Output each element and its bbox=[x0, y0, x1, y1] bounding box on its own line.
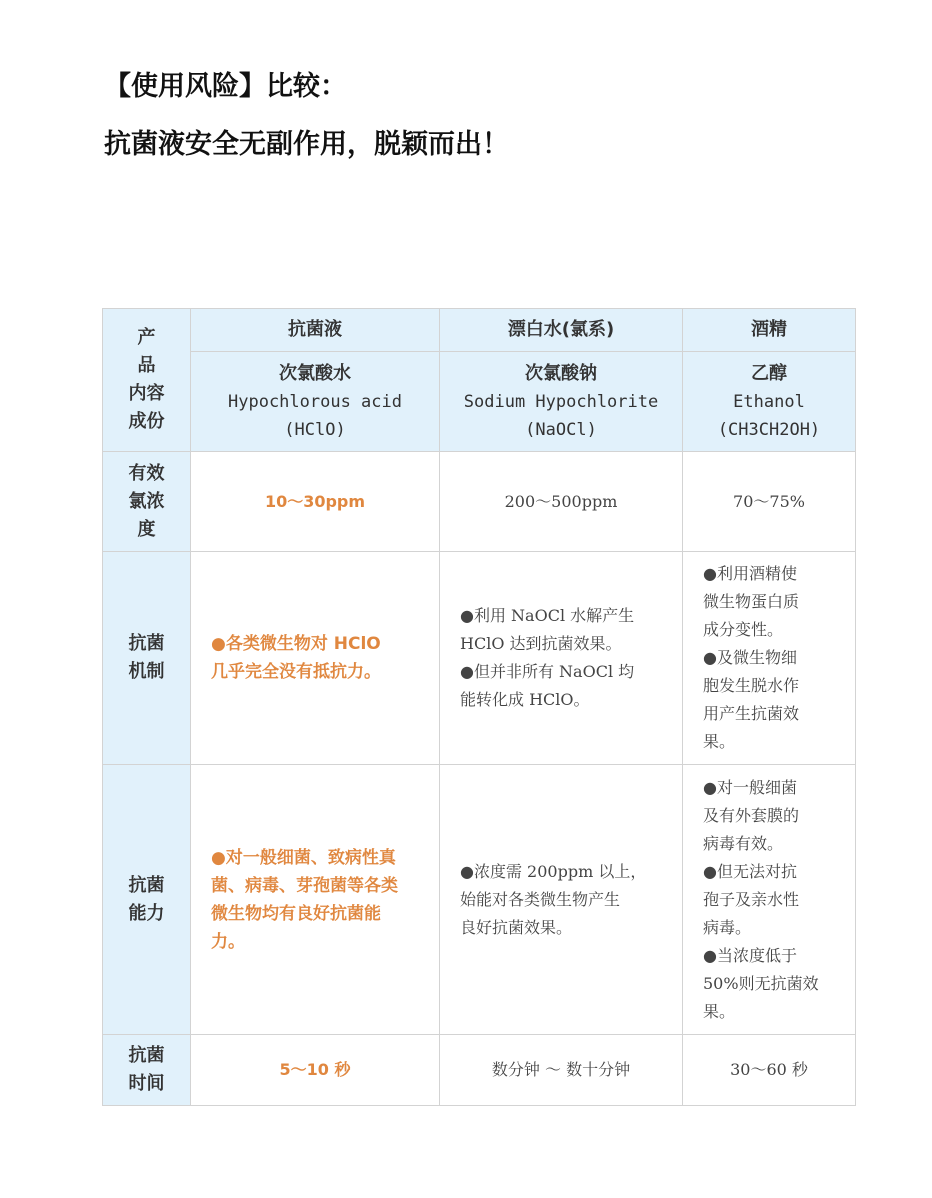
mechanism-alcohol bbox=[683, 552, 856, 765]
row-label-line: 抗菌 bbox=[128, 633, 165, 654]
row-label-line: 有效 bbox=[128, 462, 165, 484]
ingredient-cell-bleach bbox=[440, 352, 683, 452]
row-label-line: 度 bbox=[137, 518, 156, 540]
text-line: ●浓度需 200ppm 以上， bbox=[460, 861, 647, 881]
row-header-time bbox=[103, 1035, 191, 1106]
text-line: ●但并非所有 NaOCl 均 bbox=[460, 662, 635, 681]
table-row-concentration bbox=[103, 452, 856, 552]
text-line: 能转化成 HClO。 bbox=[460, 690, 590, 709]
time-antibacterial-liquid: 5～10 秒 bbox=[191, 1035, 440, 1106]
header-row-ingredients bbox=[103, 352, 856, 452]
ingredient-name: 次氯酸钠 bbox=[525, 362, 597, 384]
column-header-antibacterial-liquid: 抗菌液 bbox=[191, 309, 440, 352]
text-line: ●各类微生物对 HClO bbox=[211, 634, 381, 654]
comparison-table bbox=[102, 308, 856, 1106]
concentration-alcohol: 70～75% bbox=[683, 452, 856, 552]
column-header-alcohol: 酒精 bbox=[683, 309, 856, 352]
text-line: 良好抗菌效果。 bbox=[460, 917, 573, 937]
row-label-line: 机制 bbox=[128, 661, 165, 682]
text-line: 病毒有效。 bbox=[703, 833, 784, 853]
text-line: 果。 bbox=[703, 732, 736, 751]
row-header-capability bbox=[103, 765, 191, 1035]
page-heading-line1: 【使用风险】比较： bbox=[104, 71, 347, 102]
text-line: 微生物蛋白质 bbox=[703, 592, 800, 611]
time-bleach: 数分钟 ～ 数十分钟 bbox=[440, 1035, 683, 1106]
row-header-concentration bbox=[103, 452, 191, 552]
mechanism-text bbox=[191, 630, 439, 686]
corner-label-line: 成份 bbox=[128, 411, 165, 432]
mechanism-text bbox=[683, 560, 855, 756]
row-label-line: 时间 bbox=[128, 1073, 165, 1094]
text-line: 几乎完全没有抵抗力。 bbox=[211, 662, 381, 682]
text-line: 50%则无抗菌效 bbox=[703, 973, 819, 993]
text-line: ●对一般细菌、致病性真 bbox=[211, 847, 396, 868]
table-row-capability bbox=[103, 765, 856, 1035]
ingredient-name: 次氯酸水 bbox=[279, 362, 351, 384]
ingredient-cell-alcohol bbox=[683, 352, 856, 452]
text-line: ●利用酒精使 bbox=[703, 564, 797, 583]
corner-header-cell bbox=[103, 309, 191, 452]
concentration-antibacterial-liquid: 10～30ppm bbox=[191, 452, 440, 552]
text-line: 用产生抗菌效 bbox=[703, 704, 800, 723]
row-header-mechanism bbox=[103, 552, 191, 765]
text-line: ●利用 NaOCl 水解产生 bbox=[460, 606, 635, 625]
mechanism-antibacterial-liquid bbox=[191, 552, 440, 765]
text-line: 成分变性。 bbox=[703, 620, 784, 639]
column-header-bleach: 漂白水(氯系) bbox=[440, 309, 683, 352]
corner-label-line: 品 bbox=[137, 355, 156, 376]
capability-text bbox=[440, 858, 682, 942]
table-row-time bbox=[103, 1035, 856, 1106]
row-label-line: 抗菌 bbox=[128, 1045, 165, 1066]
text-line: HClO 达到抗菌效果。 bbox=[460, 634, 622, 653]
ingredient-cell-antibacterial-liquid bbox=[191, 352, 440, 452]
text-line: ●当浓度低于 bbox=[703, 945, 797, 965]
capability-text bbox=[683, 774, 855, 1026]
row-label-line: 氯浓 bbox=[128, 490, 165, 512]
text-line: 力。 bbox=[211, 931, 245, 952]
concentration-bleach: 200～500ppm bbox=[440, 452, 683, 552]
ingredient-formula: (HClO) bbox=[284, 419, 346, 440]
mechanism-text bbox=[440, 602, 682, 714]
ingredient-formula: (NaOCl) bbox=[525, 419, 597, 440]
text-line: 始能对各类微生物产生 bbox=[460, 889, 621, 909]
capability-alcohol bbox=[683, 765, 856, 1035]
row-label-line: 能力 bbox=[128, 902, 165, 924]
text-line: 菌、病毒、芽孢菌等各类 bbox=[211, 875, 398, 896]
text-line: ●对一般细菌 bbox=[703, 777, 797, 797]
text-line: 孢子及亲水性 bbox=[703, 889, 800, 909]
text-line: 微生物均有良好抗菌能 bbox=[211, 903, 381, 924]
text-line: 果。 bbox=[703, 1001, 736, 1021]
text-line: ●及微生物细 bbox=[703, 648, 797, 667]
time-alcohol: 30～60 秒 bbox=[683, 1035, 856, 1106]
corner-label-line: 内容 bbox=[128, 383, 165, 404]
ingredient-english-name: Hypochlorous acid bbox=[228, 391, 402, 412]
ingredient-english-name: Sodium Hypochlorite bbox=[463, 391, 659, 412]
text-line: 及有外套膜的 bbox=[703, 805, 800, 825]
corner-label-line: 产 bbox=[137, 327, 156, 348]
mechanism-bleach bbox=[440, 552, 683, 765]
ingredient-english-name: Ethanol bbox=[733, 391, 805, 412]
capability-text bbox=[191, 844, 439, 956]
header-row-names bbox=[103, 309, 856, 352]
capability-bleach bbox=[440, 765, 683, 1035]
text-line: 胞发生脱水作 bbox=[703, 676, 800, 695]
page-heading-line2: 抗菌液安全无副作用，脱颖而出！ bbox=[104, 129, 509, 160]
table-row-mechanism bbox=[103, 552, 856, 765]
capability-antibacterial-liquid bbox=[191, 765, 440, 1035]
row-label-line: 抗菌 bbox=[128, 874, 165, 896]
text-line: 病毒。 bbox=[703, 917, 752, 937]
text-line: ●但无法对抗 bbox=[703, 861, 797, 881]
ingredient-formula: (CH3CH2OH) bbox=[717, 419, 821, 440]
ingredient-name: 乙醇 bbox=[751, 362, 787, 384]
